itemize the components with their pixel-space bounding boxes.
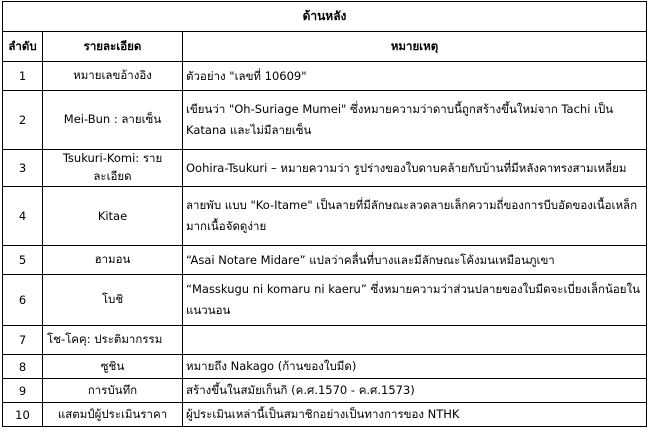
table-row [3, 403, 647, 427]
row-note [183, 326, 647, 355]
row-note: หมายถึง Nakago (ก้านของใบมีด) [183, 355, 647, 379]
table-row [3, 379, 647, 403]
row-note: ลายพับ แบบ "Ko-Itame" เป็นลายที่มีลักษณะลวดลายเล็กความถี่ของการบีบอัดของเนื้อเหล็กมากเนื้อจัดดูง่าย [183, 187, 647, 246]
header-note: หมายเหตุ [183, 32, 647, 62]
row-detail: ซูชิน [43, 355, 183, 379]
row-detail: โช-โคคุ: ประติมากรรม [43, 326, 183, 355]
table-row [3, 275, 647, 326]
row-detail: ฮามอน [43, 246, 183, 275]
row-note: “Masskugu ni komaru ni kaeru” ซึ่งหมายความว่าส่วนปลายของใบมีดจะเบี่ยงเล็กน้อยในแนวนอน [183, 275, 647, 326]
table-row [3, 62, 647, 91]
row-detail: Tsukuri-Komi: รายละเอียด [43, 150, 183, 187]
row-index: 7 [3, 326, 43, 355]
row-index: 4 [3, 187, 43, 246]
row-note: เขียนว่า "Oh-Suriage Mumei" ซึ่งหมายความว่าดาบนี้ถูกสร้างขึ้นใหม่จาก Tachi เป็น Katana และไม่มีลายเซ็น [183, 91, 647, 150]
row-note: “Asai Notare Midare” แปลว่าคลื่นที่บางและมีลักษณะโค้งมนเหมือนภูเขา [183, 246, 647, 275]
row-note: ผู้ประเมินเหล่านี้เป็นสมาชิกอย่างเป็นทางการของ NTHK [183, 403, 647, 427]
row-detail: การบันทึก [43, 379, 183, 403]
header-row [3, 32, 647, 62]
table-row [3, 187, 647, 246]
row-note: ตัวอย่าง "เลขที่ 10609" [183, 62, 647, 91]
document-table [2, 1, 647, 427]
row-index: 9 [3, 379, 43, 403]
row-index: 2 [3, 91, 43, 150]
table-row [3, 150, 647, 187]
row-index: 3 [3, 150, 43, 187]
row-detail: Kitae [43, 187, 183, 246]
row-detail: โบชิ [43, 275, 183, 326]
header-index: ลำดับ [3, 32, 43, 62]
row-index: 6 [3, 275, 43, 326]
table-row [3, 355, 647, 379]
title-row [3, 2, 647, 32]
table-row [3, 326, 647, 355]
header-detail: รายละเอียด [43, 32, 183, 62]
row-index: 1 [3, 62, 43, 91]
row-note: สร้างขึ้นในสมัยเก็นกิ (ค.ศ.1570 - ค.ศ.1573) [183, 379, 647, 403]
row-note: Oohira-Tsukuri – หมายความว่า รูปร่างของใบดาบคล้ายกับบ้านที่มีหลังคาทรงสามเหลี่ยม [183, 150, 647, 187]
row-index: 8 [3, 355, 43, 379]
row-detail: Mei-Bun : ลายเซ็น [43, 91, 183, 150]
row-index: 10 [3, 403, 43, 427]
row-detail: หมายเลขอ้างอิง [43, 62, 183, 91]
table-row [3, 246, 647, 275]
row-detail: แสตมป์ผู้ประเมินราคา [43, 403, 183, 427]
table-title: ด้านหลัง [3, 2, 647, 32]
row-index: 5 [3, 246, 43, 275]
table-row [3, 91, 647, 150]
